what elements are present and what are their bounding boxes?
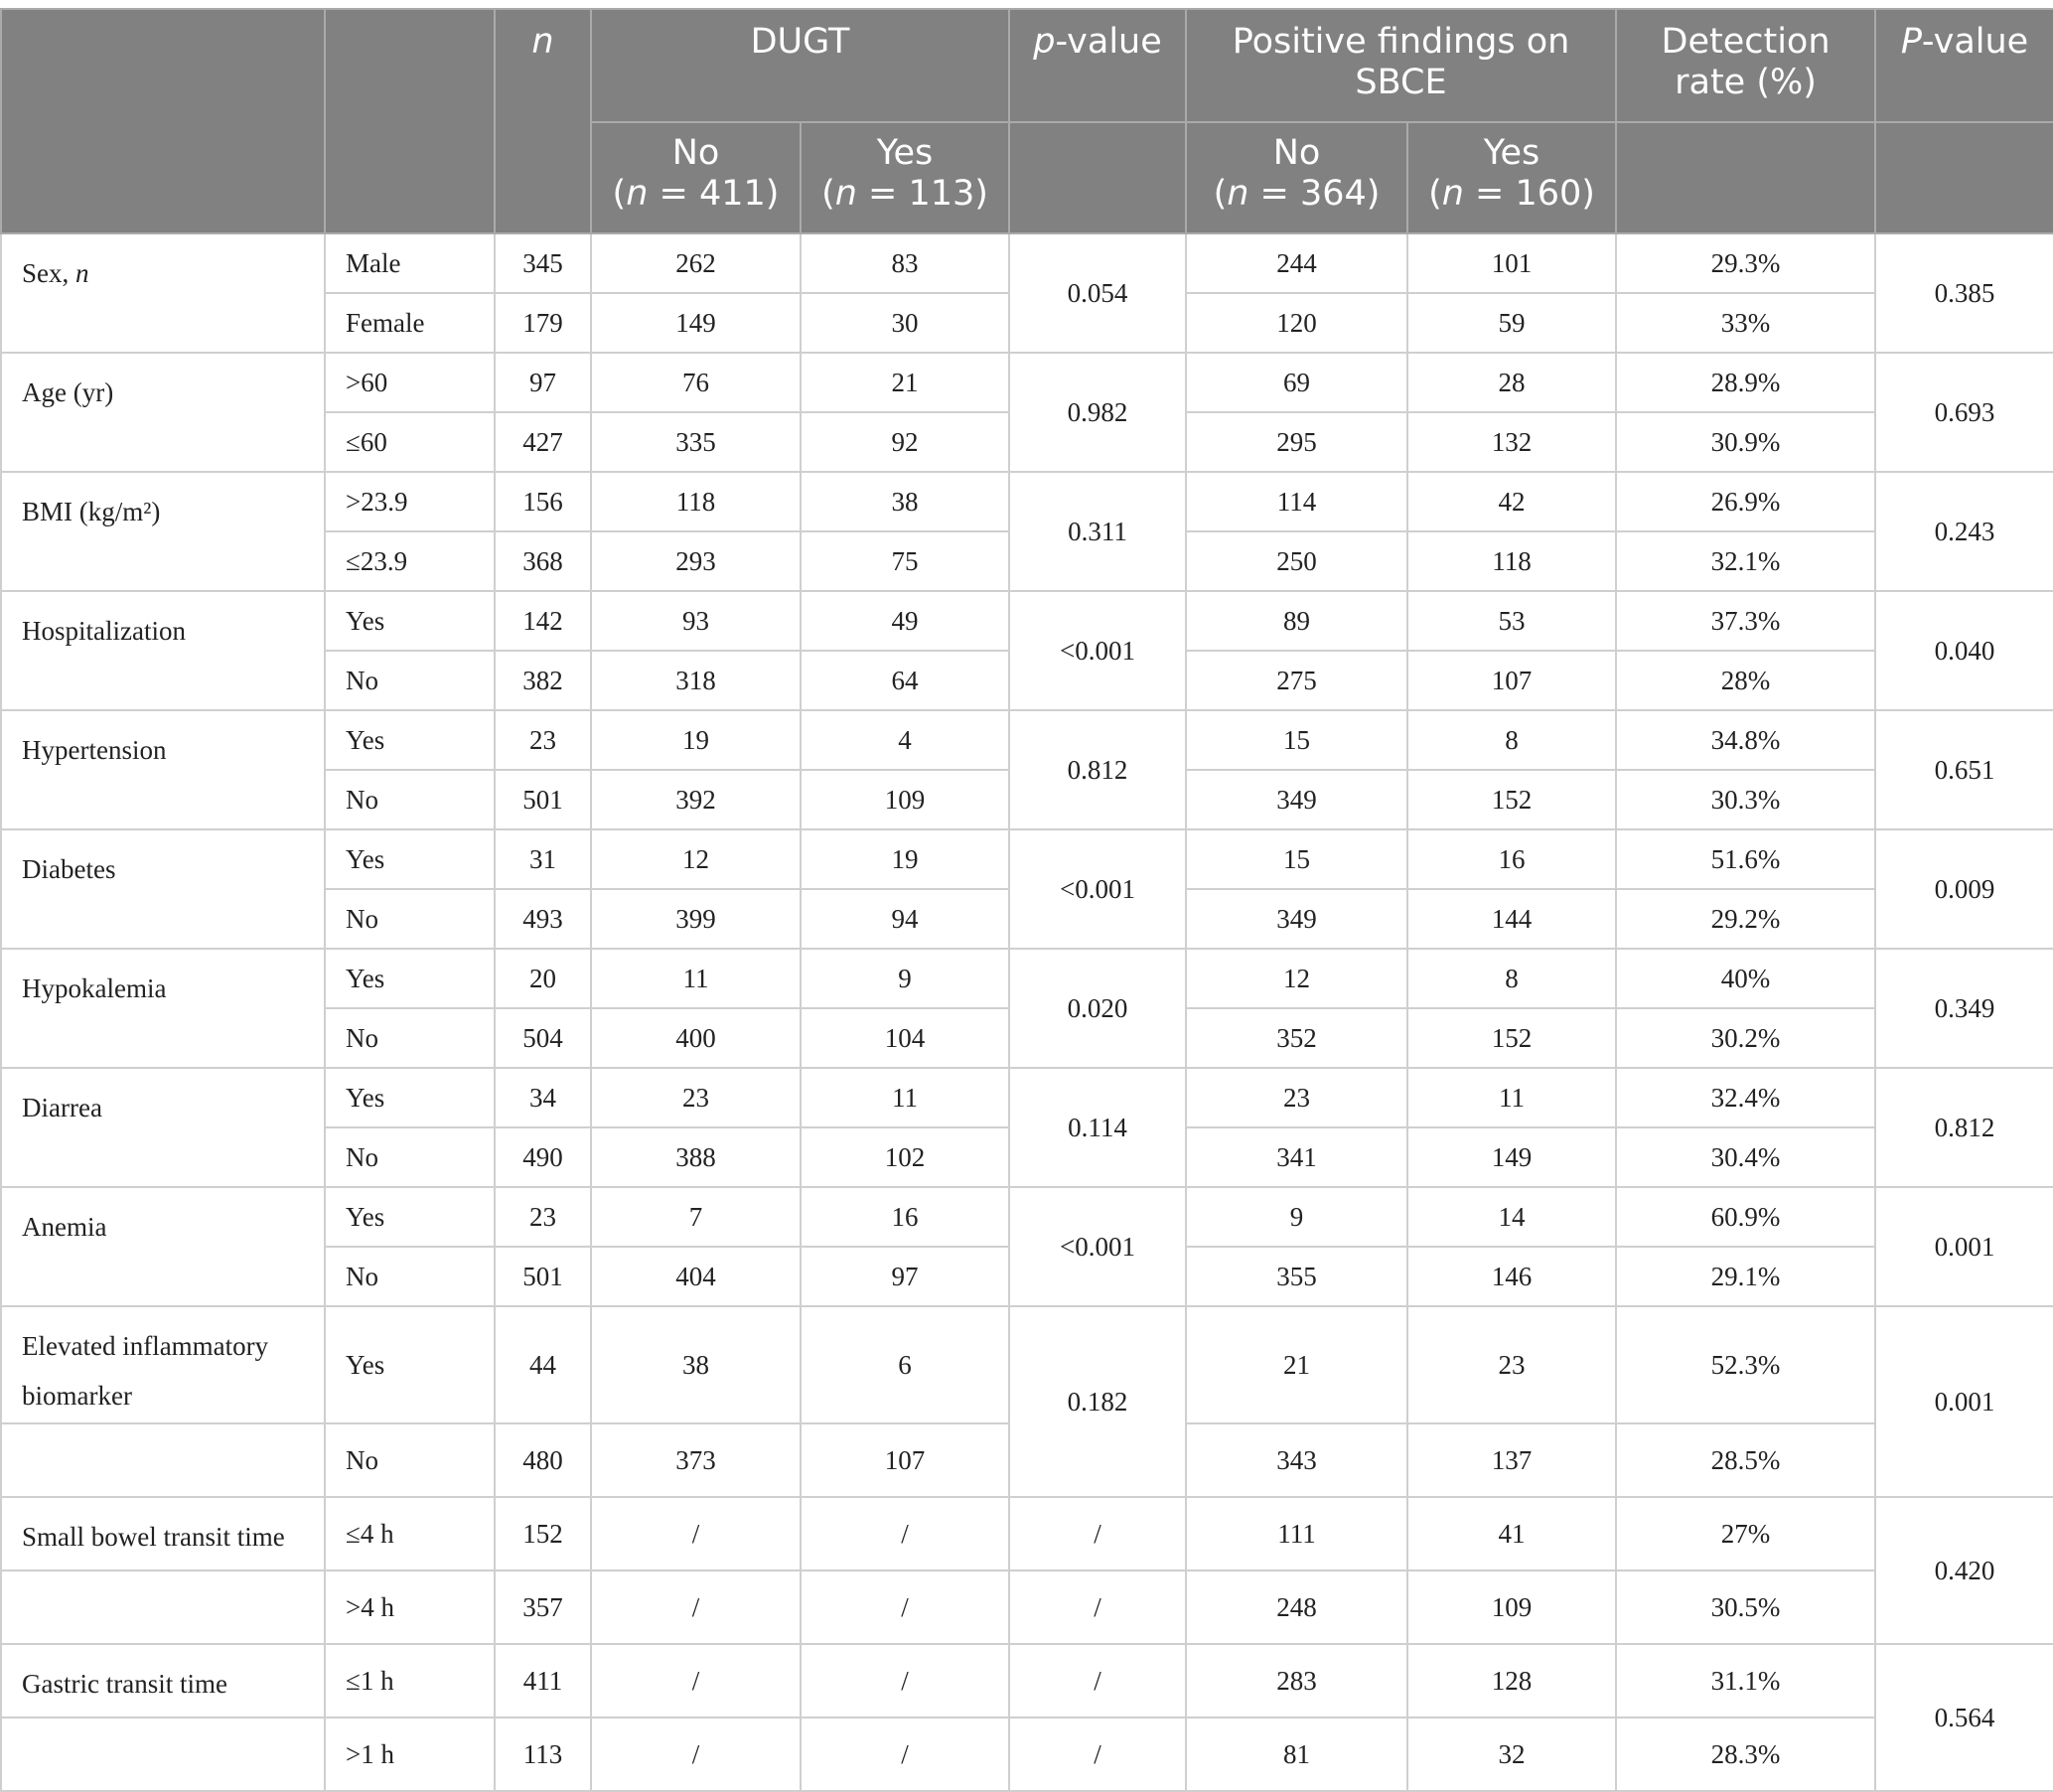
variable-name: Hypokalemia <box>1 949 325 1068</box>
detection-rate-value: 60.9% <box>1616 1187 1875 1247</box>
header-dugt-no-count: (n = 411) <box>612 174 780 214</box>
p-value-dugt: 0.020 <box>1009 949 1186 1068</box>
group-label: Yes <box>325 1068 495 1127</box>
group-label: Male <box>325 233 495 293</box>
p-value-dugt: 0.311 <box>1009 472 1186 591</box>
variable-name: Gastric transit time <box>1 1644 325 1717</box>
group-label: ≤60 <box>325 412 495 472</box>
header-P-blank <box>1875 122 2053 233</box>
dugt-no-value: 7 <box>591 1187 801 1247</box>
group-label: Yes <box>325 1187 495 1247</box>
p-value-rate: 0.001 <box>1875 1306 2053 1497</box>
dugt-yes-value: 75 <box>801 531 1009 591</box>
p-value-dugt: 0.812 <box>1009 710 1186 829</box>
n-value: 493 <box>495 889 591 949</box>
dugt-no-value: 149 <box>591 293 801 353</box>
sbce-no-value: 355 <box>1186 1247 1407 1306</box>
variable-name: Sex, n <box>1 233 325 353</box>
header-p-value-dugt <box>1009 9 1186 122</box>
dugt-no-value: 318 <box>591 651 801 710</box>
dugt-yes-value: 49 <box>801 591 1009 651</box>
sbce-yes-value: 152 <box>1407 770 1616 829</box>
header-dugt-yes-label: Yes <box>876 133 934 173</box>
group-label: >1 h <box>325 1717 495 1791</box>
n-value: 427 <box>495 412 591 472</box>
dugt-yes-value: 107 <box>801 1423 1009 1497</box>
dugt-no-value: 392 <box>591 770 801 829</box>
dugt-yes-value: 38 <box>801 472 1009 531</box>
header-positive-findings: Positive findings on SBCE <box>1186 9 1616 122</box>
n-value: 345 <box>495 233 591 293</box>
header-sbce-yes-label: Yes <box>1483 133 1540 173</box>
p-value-rate: 0.420 <box>1875 1497 2053 1644</box>
variable-name: Anemia <box>1 1187 325 1306</box>
dugt-yes-value: 104 <box>801 1008 1009 1068</box>
sbce-no-value: 15 <box>1186 829 1407 889</box>
dugt-no-value: 23 <box>591 1068 801 1127</box>
sbce-yes-value: 28 <box>1407 353 1616 412</box>
n-value: 20 <box>495 949 591 1008</box>
header-sbce-no-count: (n = 364) <box>1213 174 1381 214</box>
n-value: 156 <box>495 472 591 531</box>
header-p-value-label: p-value <box>1033 22 1162 62</box>
header-group <box>325 9 495 233</box>
variable-name: Hypertension <box>1 710 325 829</box>
table-header <box>1 9 2053 233</box>
sbce-yes-value: 149 <box>1407 1127 1616 1187</box>
table-row <box>1 233 2053 293</box>
dugt-no-value: 388 <box>591 1127 801 1187</box>
sbce-yes-value: 146 <box>1407 1247 1616 1306</box>
sbce-yes-value: 11 <box>1407 1068 1616 1127</box>
detection-rate-value: 28.9% <box>1616 353 1875 412</box>
dugt-yes-value: 6 <box>801 1306 1009 1423</box>
table-row <box>1 949 2053 1008</box>
dugt-no-value: 11 <box>591 949 801 1008</box>
sbce-no-value: 9 <box>1186 1187 1407 1247</box>
sbce-no-value: 81 <box>1186 1717 1407 1791</box>
n-value: 501 <box>495 770 591 829</box>
n-value: 34 <box>495 1068 591 1127</box>
sbce-yes-value: 53 <box>1407 591 1616 651</box>
sbce-yes-value: 128 <box>1407 1644 1616 1717</box>
dugt-yes-value: 97 <box>801 1247 1009 1306</box>
table-row <box>1 1717 2053 1791</box>
p-value-dugt: / <box>1009 1644 1186 1717</box>
detection-rate-value: 34.8% <box>1616 710 1875 770</box>
p-value-rate: 0.693 <box>1875 353 2053 472</box>
dugt-yes-value: 9 <box>801 949 1009 1008</box>
header-variable <box>1 9 325 233</box>
sbce-no-value: 275 <box>1186 651 1407 710</box>
sbce-no-value: 248 <box>1186 1570 1407 1644</box>
n-value: 113 <box>495 1717 591 1791</box>
group-label: Female <box>325 293 495 353</box>
p-value-rate: 0.349 <box>1875 949 2053 1068</box>
group-label: Yes <box>325 949 495 1008</box>
group-label: No <box>325 889 495 949</box>
n-value: 152 <box>495 1497 591 1570</box>
sbce-yes-value: 41 <box>1407 1497 1616 1570</box>
dugt-yes-value: / <box>801 1497 1009 1570</box>
group-label: No <box>325 1008 495 1068</box>
detection-rate-value: 28% <box>1616 651 1875 710</box>
group-label: No <box>325 1127 495 1187</box>
detection-rate-value: 30.4% <box>1616 1127 1875 1187</box>
p-value-dugt: <0.001 <box>1009 1187 1186 1306</box>
header-dugt-no <box>591 122 801 233</box>
detection-rate-value: 30.5% <box>1616 1570 1875 1644</box>
dugt-yes-value: 109 <box>801 770 1009 829</box>
dugt-no-value: 76 <box>591 353 801 412</box>
dugt-no-value: 400 <box>591 1008 801 1068</box>
table-row <box>1 1068 2053 1127</box>
group-label: No <box>325 1247 495 1306</box>
header-sbce-no <box>1186 122 1407 233</box>
dugt-no-value: 399 <box>591 889 801 949</box>
sbce-yes-value: 118 <box>1407 531 1616 591</box>
dugt-no-value: 335 <box>591 412 801 472</box>
variable-name: Diarrea <box>1 1068 325 1187</box>
n-value: 31 <box>495 829 591 889</box>
sbce-no-value: 349 <box>1186 889 1407 949</box>
p-value-dugt: / <box>1009 1570 1186 1644</box>
group-label: Yes <box>325 710 495 770</box>
sbce-yes-value: 59 <box>1407 293 1616 353</box>
dugt-yes-value: 102 <box>801 1127 1009 1187</box>
sbce-yes-value: 152 <box>1407 1008 1616 1068</box>
table-row <box>1 353 2053 412</box>
dugt-no-value: 293 <box>591 531 801 591</box>
dugt-yes-value: / <box>801 1570 1009 1644</box>
variable-name: Age (yr) <box>1 353 325 472</box>
dugt-yes-value: 92 <box>801 412 1009 472</box>
sbce-yes-value: 14 <box>1407 1187 1616 1247</box>
header-sbce-yes-count: (n = 160) <box>1428 174 1595 214</box>
group-label: ≤1 h <box>325 1644 495 1717</box>
variable-name: BMI (kg/m²) <box>1 472 325 591</box>
p-value-rate: 0.009 <box>1875 829 2053 949</box>
variable-name: Hospitalization <box>1 591 325 710</box>
variable-name-blank <box>1 1570 325 1644</box>
p-value-rate: 0.651 <box>1875 710 2053 829</box>
variable-name: Elevated inflammatory biomarker <box>1 1306 325 1423</box>
sbce-no-value: 283 <box>1186 1644 1407 1717</box>
n-value: 179 <box>495 293 591 353</box>
detection-rate-value: 37.3% <box>1616 591 1875 651</box>
sbce-no-value: 341 <box>1186 1127 1407 1187</box>
table-row <box>1 1306 2053 1423</box>
n-value: 480 <box>495 1423 591 1497</box>
header-sbce-no-label: No <box>1272 133 1321 173</box>
detection-rate-value: 30.3% <box>1616 770 1875 829</box>
header-sbce-yes <box>1407 122 1616 233</box>
sbce-no-value: 111 <box>1186 1497 1407 1570</box>
table-row <box>1 710 2053 770</box>
group-label: No <box>325 1423 495 1497</box>
dugt-yes-value: 19 <box>801 829 1009 889</box>
sbce-no-value: 15 <box>1186 710 1407 770</box>
sbce-no-value: 21 <box>1186 1306 1407 1423</box>
detection-rate-value: 52.3% <box>1616 1306 1875 1423</box>
p-value-dugt: / <box>1009 1717 1186 1791</box>
p-value-rate: 0.564 <box>1875 1644 2053 1791</box>
sbce-yes-value: 144 <box>1407 889 1616 949</box>
dugt-no-value: / <box>591 1717 801 1791</box>
dugt-yes-value: / <box>801 1717 1009 1791</box>
n-value: 23 <box>495 1187 591 1247</box>
p-value-dugt: 0.114 <box>1009 1068 1186 1187</box>
n-value: 411 <box>495 1644 591 1717</box>
table-row <box>1 1187 2053 1247</box>
variable-name: Diabetes <box>1 829 325 949</box>
header-p-value-rate: P-value <box>1875 9 2053 122</box>
detection-rate-value: 31.1% <box>1616 1644 1875 1717</box>
detection-rate-value: 29.3% <box>1616 233 1875 293</box>
dugt-no-value: / <box>591 1644 801 1717</box>
sbce-no-value: 23 <box>1186 1068 1407 1127</box>
detection-rate-value: 51.6% <box>1616 829 1875 889</box>
n-value: 382 <box>495 651 591 710</box>
variable-name: Small bowel transit time <box>1 1497 325 1570</box>
sbce-no-value: 295 <box>1186 412 1407 472</box>
n-value: 23 <box>495 710 591 770</box>
detection-rate-value: 40% <box>1616 949 1875 1008</box>
n-value: 368 <box>495 531 591 591</box>
dugt-yes-value: 94 <box>801 889 1009 949</box>
sbce-yes-value: 42 <box>1407 472 1616 531</box>
table-row <box>1 591 2053 651</box>
group-label: ≤4 h <box>325 1497 495 1570</box>
sbce-yes-value: 23 <box>1407 1306 1616 1423</box>
dugt-no-value: 404 <box>591 1247 801 1306</box>
detection-rate-value: 29.2% <box>1616 889 1875 949</box>
detection-rate-value: 33% <box>1616 293 1875 353</box>
dugt-no-value: 118 <box>591 472 801 531</box>
sbce-no-value: 89 <box>1186 591 1407 651</box>
n-value: 501 <box>495 1247 591 1306</box>
p-value-rate: 0.040 <box>1875 591 2053 710</box>
header-p-value-blank <box>1009 122 1186 233</box>
p-value-rate: 0.812 <box>1875 1068 2053 1187</box>
p-value-dugt: 0.054 <box>1009 233 1186 353</box>
sbce-yes-value: 109 <box>1407 1570 1616 1644</box>
dugt-yes-value: 16 <box>801 1187 1009 1247</box>
dugt-no-value: 262 <box>591 233 801 293</box>
dugt-yes-value: 11 <box>801 1068 1009 1127</box>
group-label: Yes <box>325 1306 495 1423</box>
sbce-no-value: 343 <box>1186 1423 1407 1497</box>
detection-rate-value: 30.2% <box>1616 1008 1875 1068</box>
sbce-yes-value: 8 <box>1407 710 1616 770</box>
sbce-yes-value: 132 <box>1407 412 1616 472</box>
sbce-yes-value: 107 <box>1407 651 1616 710</box>
group-label: Yes <box>325 829 495 889</box>
p-value-dugt: <0.001 <box>1009 829 1186 949</box>
header-dugt: DUGT <box>591 9 1009 122</box>
n-value: 504 <box>495 1008 591 1068</box>
p-value-dugt: 0.182 <box>1009 1306 1186 1497</box>
detection-rate-value: 28.5% <box>1616 1423 1875 1497</box>
group-label: >23.9 <box>325 472 495 531</box>
n-value: 142 <box>495 591 591 651</box>
table-body <box>1 233 2053 1791</box>
sbce-no-value: 69 <box>1186 353 1407 412</box>
group-label: Yes <box>325 591 495 651</box>
group-label: >60 <box>325 353 495 412</box>
p-value-dugt: / <box>1009 1497 1186 1570</box>
table-row <box>1 472 2053 531</box>
sbce-no-value: 12 <box>1186 949 1407 1008</box>
table-row <box>1 1497 2053 1570</box>
dugt-no-value: / <box>591 1570 801 1644</box>
group-label: >4 h <box>325 1570 495 1644</box>
dugt-no-value: 19 <box>591 710 801 770</box>
detection-rate-value: 30.9% <box>1616 412 1875 472</box>
sbce-no-value: 120 <box>1186 293 1407 353</box>
p-value-rate: 0.385 <box>1875 233 2053 353</box>
sbce-no-value: 349 <box>1186 770 1407 829</box>
header-dugt-yes <box>801 122 1009 233</box>
detection-rate-value: 27% <box>1616 1497 1875 1570</box>
dugt-yes-value: 30 <box>801 293 1009 353</box>
table-row <box>1 1570 2053 1644</box>
variable-name-blank <box>1 1423 325 1497</box>
dugt-yes-value: 64 <box>801 651 1009 710</box>
p-value-dugt: <0.001 <box>1009 591 1186 710</box>
group-label: No <box>325 770 495 829</box>
detection-rate-value: 32.4% <box>1616 1068 1875 1127</box>
sbce-yes-value: 101 <box>1407 233 1616 293</box>
results-table <box>0 8 2053 1792</box>
table-row <box>1 829 2053 889</box>
dugt-no-value: 93 <box>591 591 801 651</box>
header-dugt-no-label: No <box>671 133 720 173</box>
detection-rate-value: 28.3% <box>1616 1717 1875 1791</box>
table-row <box>1 1644 2053 1717</box>
detection-rate-value: 32.1% <box>1616 531 1875 591</box>
dugt-no-value: 12 <box>591 829 801 889</box>
variable-name-blank <box>1 1717 325 1791</box>
detection-rate-value: 29.1% <box>1616 1247 1875 1306</box>
detection-rate-value: 26.9% <box>1616 472 1875 531</box>
dugt-yes-value: 21 <box>801 353 1009 412</box>
p-value-rate: 0.001 <box>1875 1187 2053 1306</box>
sbce-no-value: 114 <box>1186 472 1407 531</box>
sbce-no-value: 352 <box>1186 1008 1407 1068</box>
header-rate-blank <box>1616 122 1875 233</box>
dugt-yes-value: 83 <box>801 233 1009 293</box>
p-value-rate: 0.243 <box>1875 472 2053 591</box>
header-detection-rate: Detection rate (%) <box>1616 9 1875 122</box>
header-n-label: n <box>531 22 554 62</box>
n-value: 97 <box>495 353 591 412</box>
dugt-no-value: / <box>591 1497 801 1570</box>
dugt-yes-value: / <box>801 1644 1009 1717</box>
dugt-yes-value: 4 <box>801 710 1009 770</box>
sbce-yes-value: 8 <box>1407 949 1616 1008</box>
n-value: 357 <box>495 1570 591 1644</box>
group-label: ≤23.9 <box>325 531 495 591</box>
dugt-no-value: 38 <box>591 1306 801 1423</box>
header-n <box>495 9 591 233</box>
n-value: 44 <box>495 1306 591 1423</box>
sbce-no-value: 244 <box>1186 233 1407 293</box>
p-value-dugt: 0.982 <box>1009 353 1186 472</box>
sbce-yes-value: 32 <box>1407 1717 1616 1791</box>
header-dugt-yes-count: (n = 113) <box>821 174 988 214</box>
group-label: No <box>325 651 495 710</box>
dugt-no-value: 373 <box>591 1423 801 1497</box>
sbce-yes-value: 137 <box>1407 1423 1616 1497</box>
n-value: 490 <box>495 1127 591 1187</box>
sbce-no-value: 250 <box>1186 531 1407 591</box>
sbce-yes-value: 16 <box>1407 829 1616 889</box>
